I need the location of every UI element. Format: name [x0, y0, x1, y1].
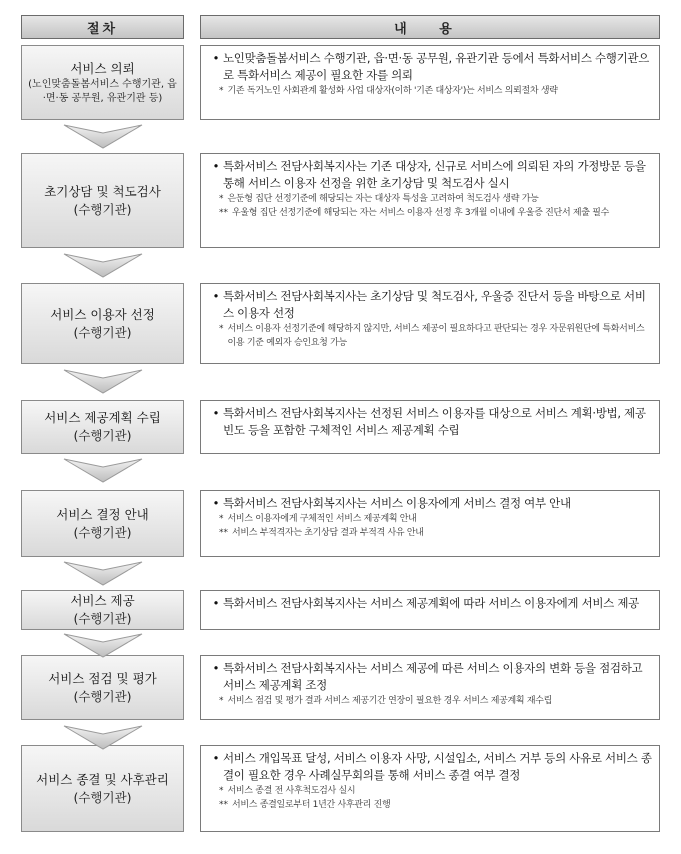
note-text: 서비스 이용자 선정기준에 해당하지 않지만, 서비스 제공이 필요하다고 판단되는 경우 자문위원단에 특화서비스 이용 기준 예외자 승인요청 가능	[227, 324, 645, 348]
down-arrow-icon	[62, 251, 144, 279]
down-arrow-icon	[62, 367, 144, 395]
content-bullet	[209, 405, 653, 439]
step-box	[21, 745, 184, 832]
note-mark: *	[219, 324, 224, 334]
step-title: 서비스 점검 및 평가	[48, 670, 157, 686]
bullet-icon: •	[212, 406, 220, 420]
note-mark: *	[219, 786, 224, 796]
note-text: 은둔형 집단 선정기준에 해당되는 자는 대상자 특성을 고려하여 척도검사 생략 가능	[227, 194, 539, 204]
step-content	[200, 490, 660, 557]
step-title: 초기상담 및 척도검사	[44, 183, 161, 199]
step-title: 서비스 결정 안내	[56, 506, 149, 522]
content-bullet	[209, 495, 653, 512]
note-text: 서비스 부적격자는 초기상담 결과 부적격 사유 안내	[232, 528, 424, 538]
step-content	[200, 283, 660, 364]
content-text: 특화서비스 전담사회복지사는 기존 대상자, 신규로 서비스에 의뢰된 자의 가정방문 등을 통해 서비스 이용자 선정을 위한 초기상담 및 척도검사 실시	[223, 159, 646, 190]
step-subtitle: (수행기관)	[73, 428, 132, 443]
step-box	[21, 400, 184, 454]
note-text: 서비스 종결 전 사후척도검사 실시	[227, 786, 356, 796]
step-title: 서비스 이용자 선정	[50, 306, 155, 322]
step-subtitle: (수행기관)	[73, 201, 132, 217]
step-subtitle: (수행기관)	[73, 324, 132, 340]
step-box	[21, 153, 184, 248]
step-title: 서비스 제공	[70, 593, 135, 608]
note-text: 기존 독거노인 사회관계 활성화 사업 대상자(이하 '기존 대상자')는 서비스 의뢰절차 생략	[227, 86, 558, 96]
note-mark: **	[219, 208, 228, 218]
step-content	[200, 45, 660, 120]
step-title: 서비스 제공계획 수립	[44, 410, 161, 425]
procedure-header: 절차	[21, 15, 184, 39]
step-box	[21, 283, 184, 364]
note-text: 서비스 점검 및 평가 결과 서비스 제공기간 연장이 필요한 경우 서비스 제공계획 재수립	[227, 696, 553, 706]
content-note	[219, 192, 653, 206]
step-subtitle: (수행기관)	[73, 611, 132, 626]
content-bullet	[209, 50, 653, 84]
content-header: 내 용	[200, 15, 660, 39]
note-mark: *	[219, 86, 224, 96]
bullet-icon: •	[212, 159, 220, 173]
content-note	[219, 322, 653, 350]
content-bullet	[209, 595, 653, 612]
down-arrow-icon	[62, 122, 144, 150]
content-bullet	[209, 158, 653, 192]
bullet-icon: •	[212, 596, 220, 610]
step-box	[21, 655, 184, 720]
content-text: 서비스 개입목표 달성, 서비스 이용자 사망, 시설입소, 서비스 거부 등의 사유로 서비스 종결이 필요한 경우 사례실무회의를 통해 서비스 종결 여부 결정	[223, 751, 652, 782]
step-content	[200, 745, 660, 832]
bullet-icon: •	[212, 661, 220, 675]
content-note	[219, 784, 653, 798]
content-text: 특화서비스 전담사회복지사는 초기상담 및 척도검사, 우울증 진단서 등을 바탕으로 서비스 이용자 선정	[223, 289, 646, 320]
content-text: 노인맞춤돌봄서비스 수행기관, 읍·면·동 공무원, 유관기관 등에서 특화서비스 수행기관으로 특화서비스 제공이 필요한 자를 의뢰	[223, 51, 650, 82]
content-bullet	[209, 750, 653, 784]
down-arrow-icon	[62, 723, 144, 751]
step-box	[21, 490, 184, 557]
bullet-icon: •	[212, 751, 220, 765]
step-title: 서비스 종결 및 사후관리	[36, 771, 169, 787]
step-subtitle: (수행기관)	[73, 688, 132, 704]
bullet-icon: •	[212, 51, 220, 65]
content-note	[219, 84, 653, 98]
step-title: 서비스 의뢰	[70, 60, 135, 76]
note-mark: *	[219, 696, 224, 706]
step-subtitle: (노인맞춤돌봄서비스 수행기관, 읍·면·동 공무원, 유관기관 등)	[28, 78, 177, 104]
step-content	[200, 400, 660, 454]
step-content	[200, 590, 660, 630]
content-note	[219, 798, 653, 812]
down-arrow-icon	[62, 631, 144, 659]
step-subtitle: (수행기관)	[73, 524, 132, 540]
note-text: 서비스 종결일로부터 1년간 사후관리 진행	[232, 800, 391, 810]
content-note	[219, 694, 653, 708]
content-bullet	[209, 288, 653, 322]
step-box	[21, 590, 184, 630]
bullet-icon: •	[212, 496, 220, 510]
content-text: 특화서비스 전담사회복지사는 서비스 이용자에게 서비스 결정 여부 안내	[223, 496, 571, 510]
down-arrow-icon	[62, 559, 144, 587]
step-subtitle: (수행기관)	[73, 789, 132, 805]
content-text: 특화서비스 전담사회복지사는 서비스 제공에 따른 서비스 이용자의 변화 등을 점검하고 서비스 제공계획 조정	[223, 661, 643, 692]
content-text: 특화서비스 전담사회복지사는 선정된 서비스 이용자를 대상으로 서비스 계획·방법, 제공빈도 등을 포함한 구체적인 서비스 제공계획 수립	[223, 406, 646, 437]
note-text: 서비스 이용자에게 구체적인 서비스 제공계획 안내	[227, 514, 417, 524]
down-arrow-icon	[62, 456, 144, 484]
content-bullet	[209, 660, 653, 694]
step-content	[200, 655, 660, 720]
note-mark: *	[219, 514, 224, 524]
content-note	[219, 512, 653, 526]
note-mark: **	[219, 800, 228, 810]
step-content	[200, 153, 660, 248]
note-text: 우울형 집단 선정기준에 해당되는 자는 서비스 이용자 선정 후 3개월 이내에 우울증 진단서 제출 필수	[232, 208, 610, 218]
content-text: 특화서비스 전담사회복지사는 서비스 제공계획에 따라 서비스 이용자에게 서비스 제공	[223, 596, 639, 610]
content-note	[219, 206, 653, 220]
bullet-icon: •	[212, 289, 220, 303]
content-note	[219, 526, 653, 540]
step-box	[21, 45, 184, 120]
note-mark: **	[219, 528, 228, 538]
note-mark: *	[219, 194, 224, 204]
